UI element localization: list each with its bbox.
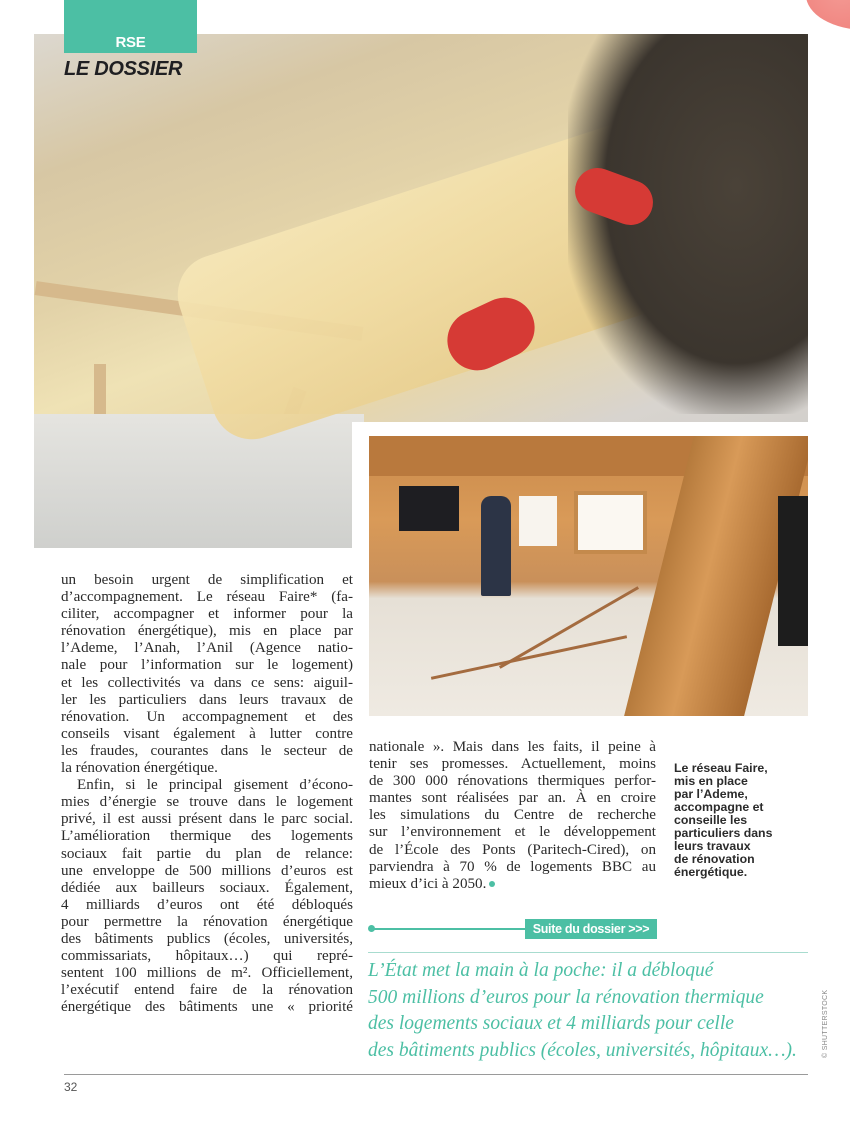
caption-line: par l’Ademe, [674, 787, 748, 801]
text-line: tenir ses promesses. Actuellement, moins [369, 756, 656, 773]
end-of-article-dot-icon [489, 881, 495, 887]
article-left-column [61, 572, 353, 1016]
text-line: les simulations du Centre de recherche [369, 807, 656, 824]
text-line: énergétique des bâtiments une « priorité [61, 999, 353, 1016]
text-line: de l’École des Ponts (Paritech-Cired), on [369, 841, 656, 858]
caption-line: énergétique. [674, 865, 748, 879]
text-line: parviendra à 70 % de logements BBC au [369, 858, 656, 875]
decorative-circle [806, 0, 850, 30]
text-line: les fraudes, courantes dans le secteur de [61, 742, 353, 759]
text-line: ciliter, accompagner et informer pour la [61, 606, 353, 623]
floor-tape [431, 635, 627, 680]
section-badge [64, 0, 197, 53]
article-middle-column [369, 739, 656, 893]
text-line: pour permettre la rénovation énergétique [61, 913, 353, 930]
continue-line [371, 928, 531, 930]
text-line: l’exécutif entend faire de la rénovation [61, 982, 353, 999]
text-line: 4 milliards d’euros ont été débloqués [61, 896, 353, 913]
text-line: des bâtiments publics (écoles, universités, [61, 930, 353, 947]
dark-corner [778, 496, 808, 646]
caption-line: particuliers dans [674, 826, 773, 840]
caption-line: de rénovation [674, 852, 755, 866]
text-line: sentent 100 millions de m². Officiellement, [61, 965, 353, 982]
text-line: nale pour l’information sur le logement) [61, 657, 353, 674]
footer-rule [64, 1074, 808, 1075]
pull-quote-top-rule [368, 952, 808, 953]
worker-figure [481, 496, 511, 596]
text-line: nationale ». Mais dans les faits, il peine à [369, 739, 656, 755]
text-line: mies d’énergie se trouve dans le logement [61, 794, 353, 811]
floor-plastic-sheet [34, 414, 364, 548]
text-line: privé, il est aussi présent dans le parc social. [61, 811, 353, 828]
caption-line: mis en place [674, 774, 748, 788]
caption-line: leurs travaux [674, 839, 751, 853]
photo-credit: © SHUTTERSTOCK [822, 989, 829, 1058]
text-line [369, 876, 656, 893]
text-line: la rénovation énergétique. [61, 760, 218, 777]
text-line: sur l’environnement et le développement [369, 824, 656, 841]
wooden-room-renovation-photo [369, 436, 808, 716]
pull-quote-line: 500 millions d’euros pour la rénovation thermique [368, 986, 764, 1008]
dossier-title: LE DOSSIER [64, 58, 183, 80]
caption-line: conseille les [674, 813, 748, 827]
text-line: sociaux fait partie du plan de relance: [61, 845, 353, 862]
caption-line: Le réseau Faire, [674, 761, 768, 775]
page-number: 32 [64, 1080, 78, 1094]
text-line: mantes sont réalisées par an. À en croire [369, 790, 656, 807]
pull-quote-line: des bâtiments publics (écoles, universités, hôpitaux…). [368, 1039, 797, 1061]
text-line-content: mieux d’ici à 2050. [369, 875, 487, 892]
wall-screen [399, 486, 459, 531]
worker-figure [568, 34, 808, 414]
text-line: un besoin urgent de simplification et [61, 572, 353, 588]
pull-quote-line: L’État met la main à la poche: il a débloqué [368, 960, 714, 981]
text-line: d’accompagnement. Le réseau Faire* (fa- [61, 589, 353, 606]
text-line: dédiée aux bailleurs sociaux. Également, [61, 879, 353, 896]
text-line: rénovation. Un accompagnement et des [61, 708, 353, 725]
caption-line: accompagne et [674, 800, 764, 814]
text-line: conseils visant également à lutter contre [61, 725, 353, 742]
text-line: et les collectivités va dans ce sens: aiguil- [61, 674, 353, 691]
section-badge-label: RSE [115, 34, 146, 51]
pull-quote [368, 958, 818, 1064]
text-line: ler les particuliers dans leurs travaux de [61, 691, 353, 708]
text-line: L’amélioration thermique des logements [61, 828, 353, 845]
text-line: une enveloppe de 500 millions d’euros est [61, 862, 353, 879]
text-line: commissariats, hôpitaux…) qui repré- [61, 948, 353, 965]
text-line: Enfin, si le principal gisement d’écono- [77, 777, 353, 794]
text-line: rénovation énergétique), mis en place par [61, 623, 353, 640]
text-line: l’Ademe, l’Anah, l’Anil (Agence natio- [61, 640, 353, 657]
pull-quote-line: des logements sociaux et 4 milliards pour celle [368, 1013, 734, 1034]
window [574, 491, 647, 554]
window [519, 496, 557, 546]
text-line: de 300 000 rénovations thermiques perfor- [369, 773, 656, 790]
floor-tape [499, 586, 639, 669]
continue-dossier-link[interactable]: Suite du dossier >>> [525, 919, 657, 939]
photo-caption [674, 762, 804, 879]
